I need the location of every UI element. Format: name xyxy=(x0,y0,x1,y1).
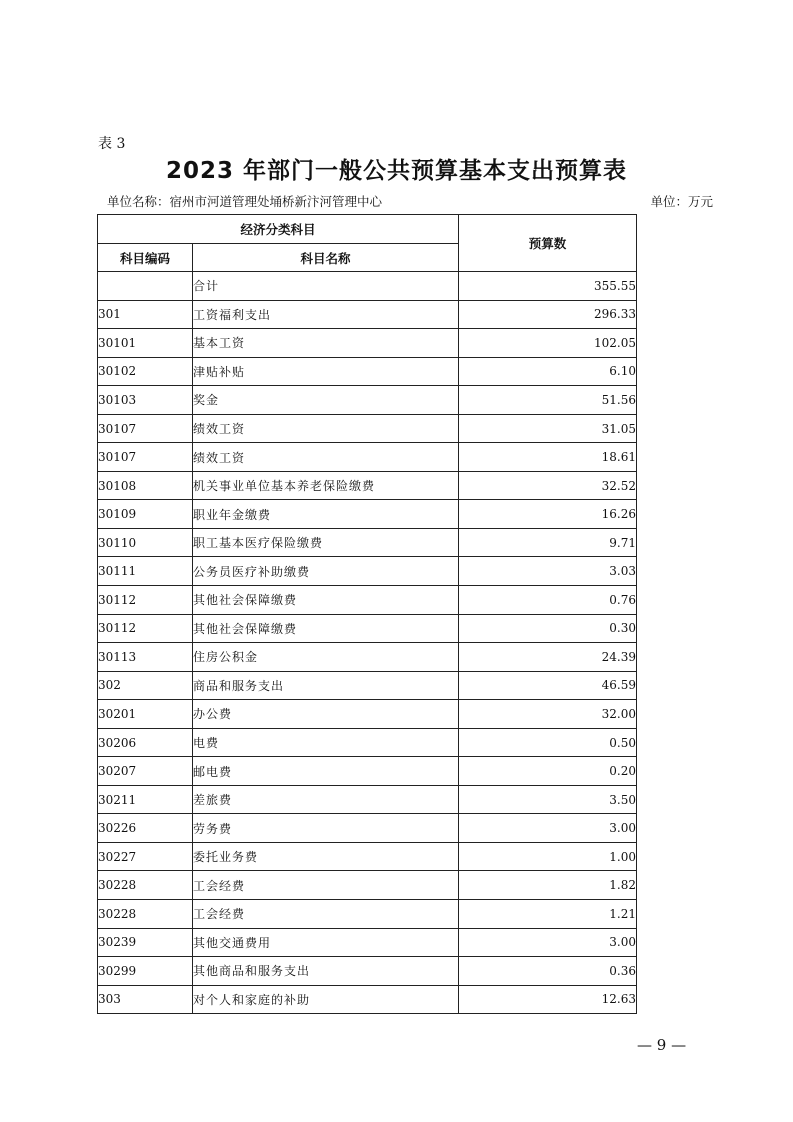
subject-code-cell: 30206 xyxy=(98,728,193,757)
subject-code-header: 科目编码 xyxy=(98,244,193,272)
subject-code-cell: 30107 xyxy=(98,414,193,443)
budget-amount-cell: 51.56 xyxy=(459,386,637,415)
subject-name-cell: 委托业务费 xyxy=(193,842,459,871)
table-row xyxy=(98,871,637,900)
budget-amount-cell: 3.00 xyxy=(459,928,637,957)
table-row xyxy=(98,757,637,786)
subject-name-cell: 奖金 xyxy=(193,386,459,415)
budget-amount-cell: 12.63 xyxy=(459,985,637,1014)
subject-code-cell: 30228 xyxy=(98,871,193,900)
subject-code-cell: 30112 xyxy=(98,586,193,615)
subject-code-cell: 301 xyxy=(98,300,193,329)
subject-name-cell: 其他社会保障缴费 xyxy=(193,614,459,643)
subject-name-cell: 劳务费 xyxy=(193,814,459,843)
subject-name-cell: 合计 xyxy=(193,272,459,301)
unit-name: 单位名称：宿州市河道管理处埇桥新汴河管理中心 xyxy=(107,194,383,209)
subject-name-cell: 工会经费 xyxy=(193,871,459,900)
budget-amount-cell: 31.05 xyxy=(459,414,637,443)
budget-amount-cell: 16.26 xyxy=(459,500,637,529)
subject-name-cell: 办公费 xyxy=(193,700,459,729)
budget-amount-cell: 1.00 xyxy=(459,842,637,871)
budget-amount-cell: 32.00 xyxy=(459,700,637,729)
budget-table xyxy=(97,214,637,1014)
table-row xyxy=(98,528,637,557)
subject-code-cell: 30228 xyxy=(98,900,193,929)
budget-amount-cell: 102.05 xyxy=(459,329,637,358)
table-row xyxy=(98,300,637,329)
subject-name-cell: 其他交通费用 xyxy=(193,928,459,957)
page-number: — 9 — xyxy=(637,1036,687,1054)
subject-name-cell: 基本工资 xyxy=(193,329,459,358)
subject-code-cell: 30227 xyxy=(98,842,193,871)
subject-code-cell: 30107 xyxy=(98,443,193,472)
budget-amount-cell: 9.71 xyxy=(459,528,637,557)
subject-code-cell: 30239 xyxy=(98,928,193,957)
budget-amount-cell: 0.30 xyxy=(459,614,637,643)
table-row xyxy=(98,443,637,472)
budget-amount-cell: 24.39 xyxy=(459,643,637,672)
budget-amount-cell: 32.52 xyxy=(459,471,637,500)
budget-amount-cell: 0.20 xyxy=(459,757,637,786)
subject-code-cell: 30102 xyxy=(98,357,193,386)
subject-code-cell xyxy=(98,272,193,301)
table-row xyxy=(98,700,637,729)
subject-name-cell: 住房公积金 xyxy=(193,643,459,672)
budget-amount-cell: 355.55 xyxy=(459,272,637,301)
table-row xyxy=(98,643,637,672)
table-row xyxy=(98,414,637,443)
budget-amount-cell: 3.50 xyxy=(459,785,637,814)
subject-code-cell: 30226 xyxy=(98,814,193,843)
subject-name-cell: 绩效工资 xyxy=(193,443,459,472)
subject-code-cell: 30112 xyxy=(98,614,193,643)
subject-name-cell: 绩效工资 xyxy=(193,414,459,443)
subject-code-cell: 30108 xyxy=(98,471,193,500)
subject-code-cell: 30101 xyxy=(98,329,193,358)
table-row xyxy=(98,957,637,986)
subject-name-cell: 职业年金缴费 xyxy=(193,500,459,529)
subject-code-cell: 303 xyxy=(98,985,193,1014)
subject-code-cell: 30109 xyxy=(98,500,193,529)
table-row xyxy=(98,900,637,929)
subject-code-cell: 30207 xyxy=(98,757,193,786)
budget-amount-cell: 1.82 xyxy=(459,871,637,900)
subject-name-cell: 差旅费 xyxy=(193,785,459,814)
page-title: 2023 年部门一般公共预算基本支出预算表 xyxy=(165,158,628,184)
table-row xyxy=(98,614,637,643)
subject-code-cell: 30201 xyxy=(98,700,193,729)
subject-code-cell: 30111 xyxy=(98,557,193,586)
subject-name-cell: 津贴补贴 xyxy=(193,357,459,386)
table-row xyxy=(98,728,637,757)
subject-name-cell: 其他社会保障缴费 xyxy=(193,586,459,615)
table-body xyxy=(98,272,637,1014)
table-row xyxy=(98,329,637,358)
unit-label: 单位：万元 xyxy=(650,194,713,209)
table-row xyxy=(98,272,637,301)
table-row xyxy=(98,671,637,700)
table-row xyxy=(98,785,637,814)
budget-amount-cell: 296.33 xyxy=(459,300,637,329)
subject-name-cell: 职工基本医疗保险缴费 xyxy=(193,528,459,557)
subject-name-cell: 电费 xyxy=(193,728,459,757)
budget-amount-cell: 0.76 xyxy=(459,586,637,615)
table-label: 表 3 xyxy=(98,136,126,152)
budget-amount-cell: 0.36 xyxy=(459,957,637,986)
subject-code-cell: 30110 xyxy=(98,528,193,557)
subject-name-cell: 工会经费 xyxy=(193,900,459,929)
table-row xyxy=(98,557,637,586)
subject-code-cell: 30103 xyxy=(98,386,193,415)
subject-name-cell: 邮电费 xyxy=(193,757,459,786)
subject-name-header: 科目名称 xyxy=(193,244,459,272)
budget-amount-header: 预算数 xyxy=(459,215,637,272)
budget-amount-cell: 3.03 xyxy=(459,557,637,586)
economic-classification-header: 经济分类科目 xyxy=(98,215,459,244)
budget-amount-cell: 0.50 xyxy=(459,728,637,757)
subject-name-cell: 其他商品和服务支出 xyxy=(193,957,459,986)
subject-name-cell: 机关事业单位基本养老保险缴费 xyxy=(193,471,459,500)
budget-amount-cell: 18.61 xyxy=(459,443,637,472)
budget-amount-cell: 6.10 xyxy=(459,357,637,386)
table-row xyxy=(98,386,637,415)
table-row xyxy=(98,357,637,386)
subject-code-cell: 30113 xyxy=(98,643,193,672)
table-row xyxy=(98,500,637,529)
subject-code-cell: 30211 xyxy=(98,785,193,814)
subject-name-cell: 工资福利支出 xyxy=(193,300,459,329)
subject-name-cell: 商品和服务支出 xyxy=(193,671,459,700)
table-row xyxy=(98,842,637,871)
table-row xyxy=(98,586,637,615)
subject-name-cell: 公务员医疗补助缴费 xyxy=(193,557,459,586)
subject-name-cell: 对个人和家庭的补助 xyxy=(193,985,459,1014)
subject-code-cell: 30299 xyxy=(98,957,193,986)
table-row xyxy=(98,814,637,843)
budget-amount-cell: 46.59 xyxy=(459,671,637,700)
budget-amount-cell: 1.21 xyxy=(459,900,637,929)
table-row xyxy=(98,985,637,1014)
table-row xyxy=(98,928,637,957)
budget-amount-cell: 3.00 xyxy=(459,814,637,843)
subject-code-cell: 302 xyxy=(98,671,193,700)
table-row xyxy=(98,471,637,500)
